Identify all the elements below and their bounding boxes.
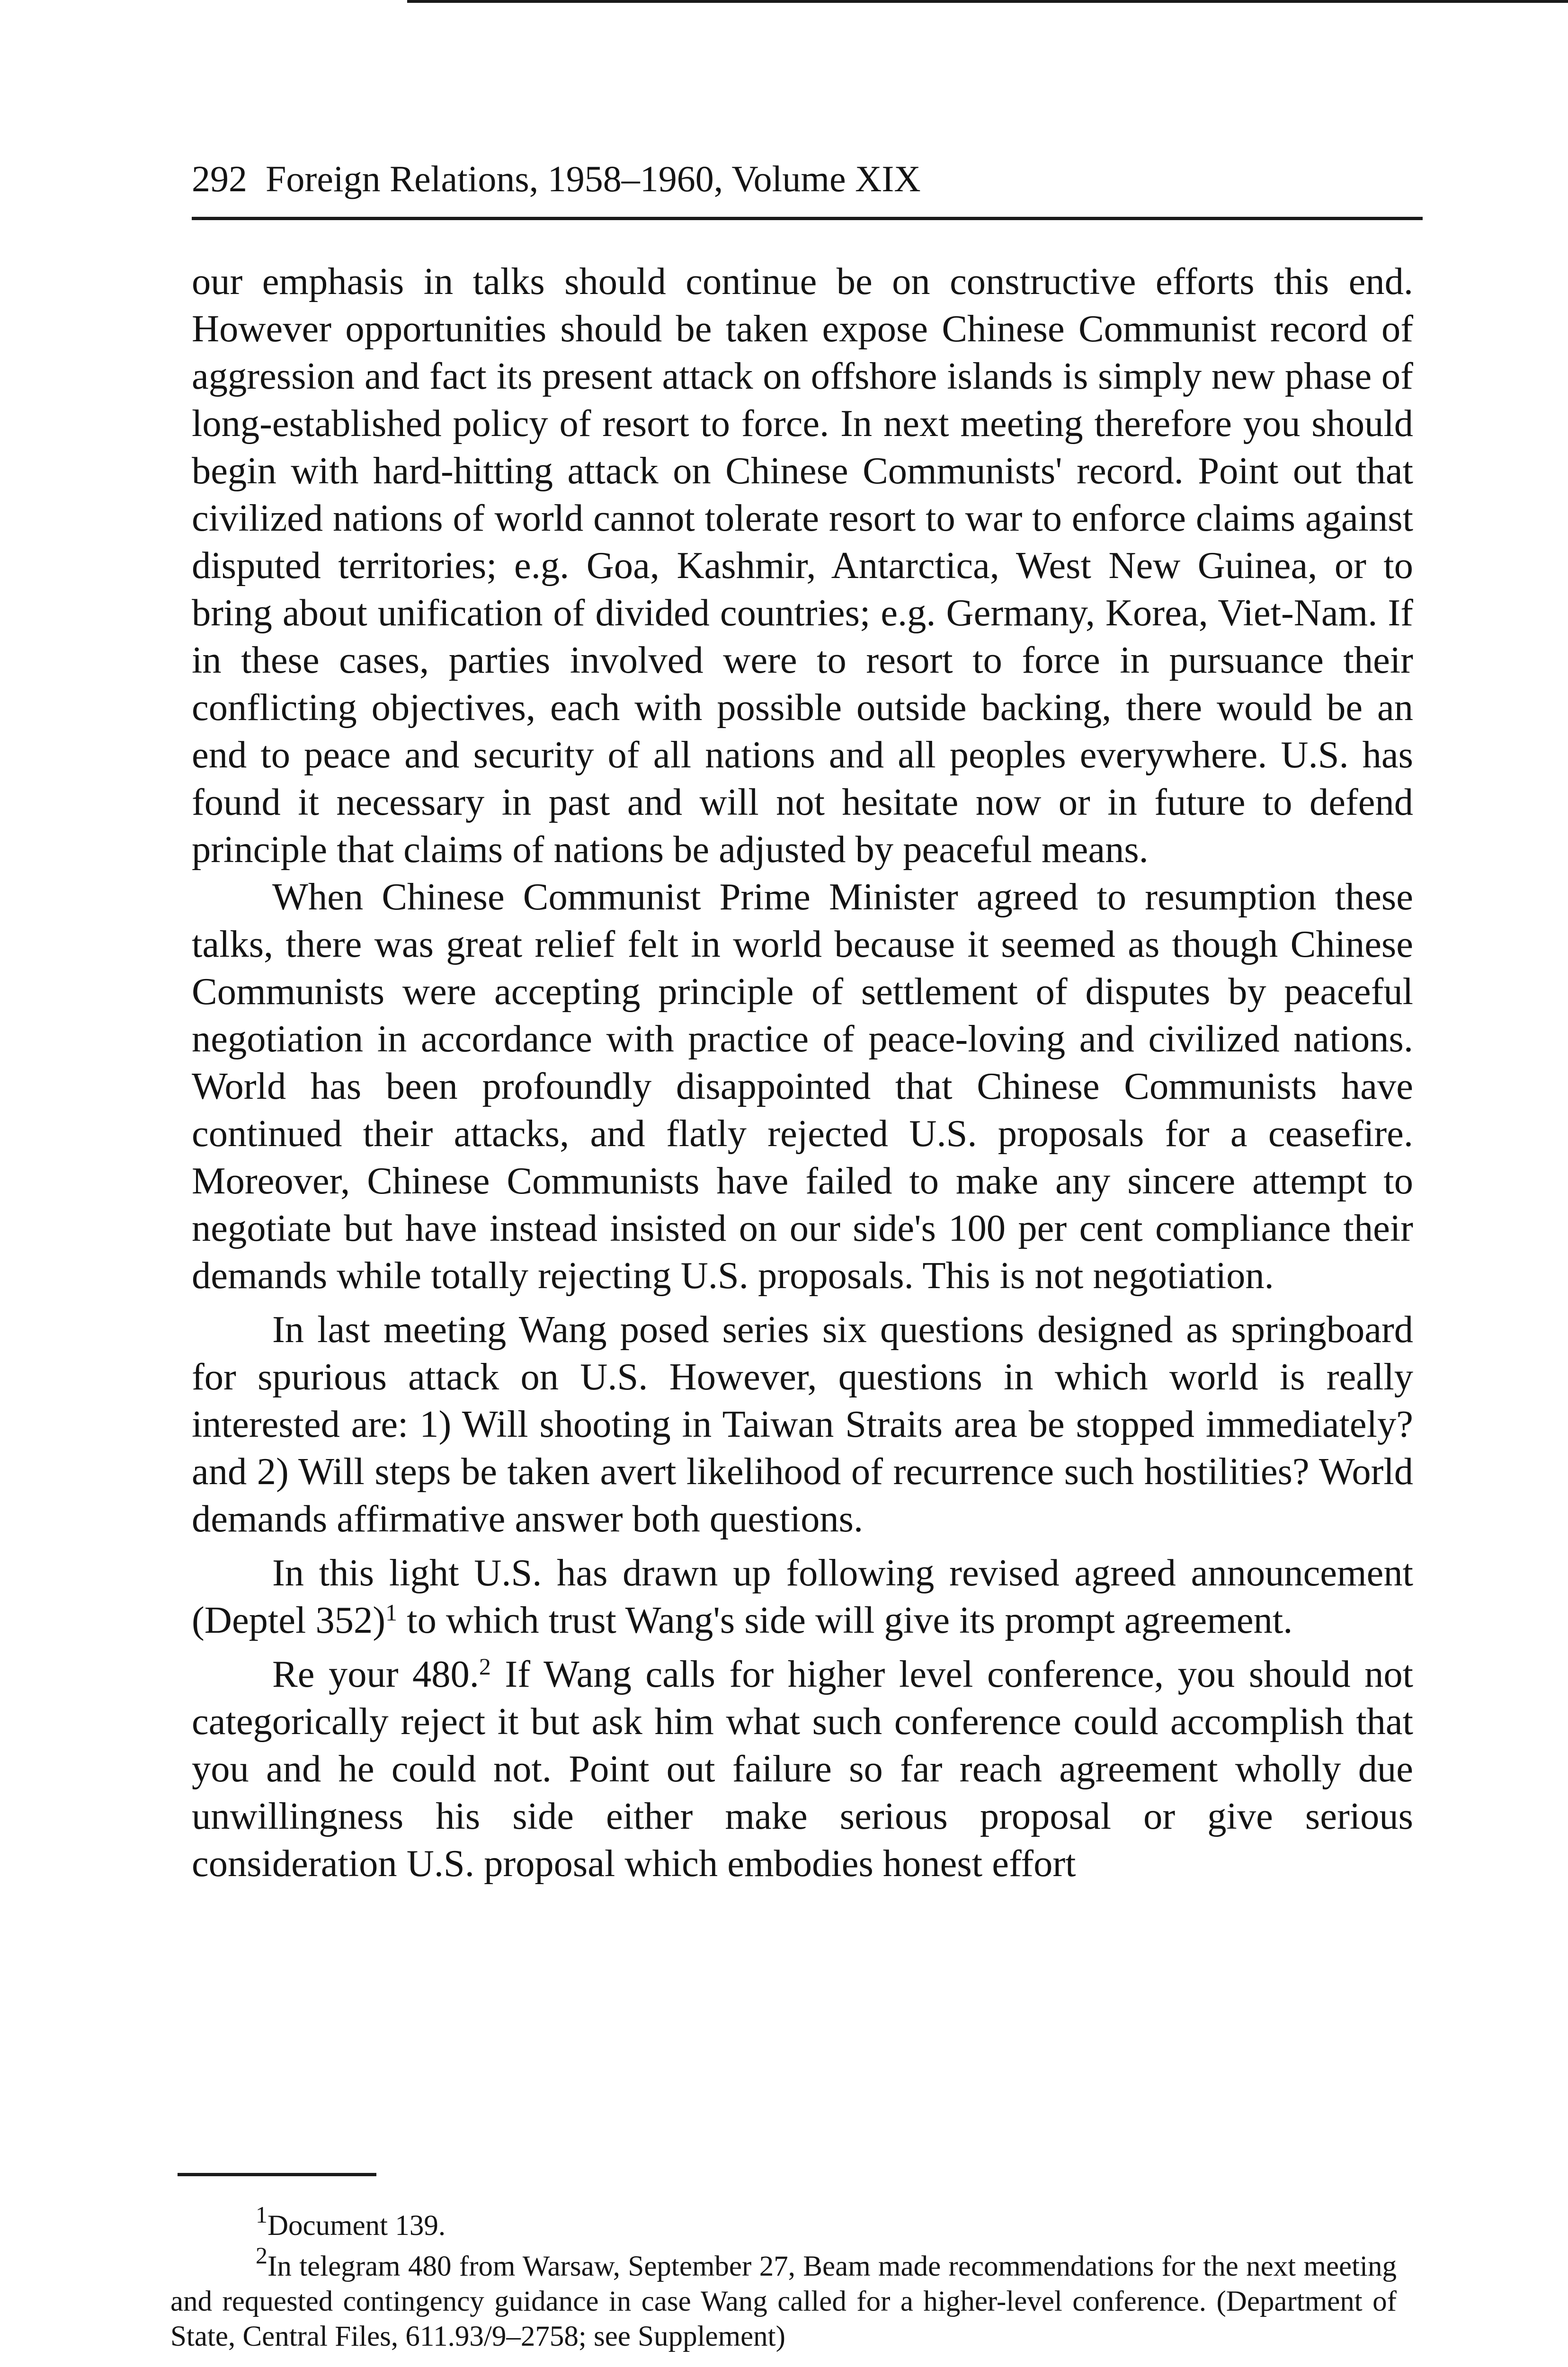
paragraph-2: When Chinese Communist Prime Minister agreed to resumption these talks, there was great relief felt in world because it seemed as though Chinese Communists were accepting principle of settlement of disputes by peaceful negotiation in accordance with practice of peace-loving and civilized nations. World has been profoundly disappointed that Chinese Communists have continued their attacks, and flatly rejected U.S. proposals for a ceasefire. Moreover, Chinese Communists have failed to make any sincere attempt to negotiate but have instead insisted on our side's 100 per cent compliance their demands while totally rejecting U.S. proposals. This is not negotiation. [192,876,1413,1297]
running-header [192,155,1423,203]
footnote-ref-1: 1 [385,1599,398,1626]
paragraph-5-text-a: Re your 480. [272,1653,479,1695]
page-number: 292 [192,158,247,199]
paragraph-4 [192,1549,1413,1644]
paragraph-4-text-b: to which trust Wang's side will give its prompt agreement. [397,1599,1293,1641]
paragraph-5 [192,1651,1413,1887]
top-border-line [407,0,1568,3]
paragraph-4-text-a: In this light U.S. has drawn up following revised agreed announcement (Deptel 352) [192,1552,1413,1641]
paragraph-3: In last meeting Wang posed series six questions designed as springboard for spurious attack on U.S. However, questions in which world is really interested are: 1) Will shooting in Taiwan Straits area be stopped immediately? and 2) Will steps be taken avert likelihood of recurrence such hostilities? World demands affirmative answer both questions. [192,1308,1413,1540]
footnote-2-text: In telegram 480 from Warsaw, September 27, Beam made recommendations for the next meeting and requested contingency guidance in case Wang called for a higher-level conference. (Department of State, Central Files, 611.93/9–2758; see Supplement) [170,2251,1397,2352]
footnote-1 [170,2201,1397,2243]
footnote-2-number: 2 [256,2242,267,2269]
paragraph-5-text-b: If Wang calls for higher level conference, you should not categorically reject it but ask him what such conference could accomplish that you and he could not. Point out failure so far reach agreement wholly due unwillingness his side either make serious proposal or give serious consideration U.S. proposal which embodies honest effort [192,1653,1413,1885]
footnote-1-number: 1 [256,2201,267,2228]
header-rule [192,217,1423,220]
footnote-ref-2: 2 [479,1653,491,1680]
footnote-2 [170,2242,1397,2354]
footnotes [170,2201,1397,2360]
footnote-rule [178,2173,376,2176]
main-text [192,258,1413,1887]
footnote-1-text: Document 139. [267,2210,446,2242]
paragraph-1: our emphasis in talks should continue be on constructive efforts this end. However opportunities should be taken expose Chinese Communist record of aggression and fact its present attack on offshore islands is simply new phase of long-established policy of resort to force. In next meeting therefore you should begin with hard-hitting attack on Chinese Communists' record. Point out that civilized nations of world cannot tolerate resort to war to enforce claims against disputed territories; e.g. Goa, Kashmir, Antarctica, West New Guinea, or to bring about unification of divided countries; e.g. Germany, Korea, Viet-Nam. If in these cases, parties involved were to resort to force in pursuance their conflicting objectives, each with possible outside backing, there would be an end to peace and security of all nations and all peoples everywhere. U.S. has found it necessary in past and will not hesitate now or in future to defend principle that claims of nations be adjusted by peaceful means. [192,260,1413,871]
running-title: Foreign Relations, 1958–1960, Volume XIX [266,158,921,199]
